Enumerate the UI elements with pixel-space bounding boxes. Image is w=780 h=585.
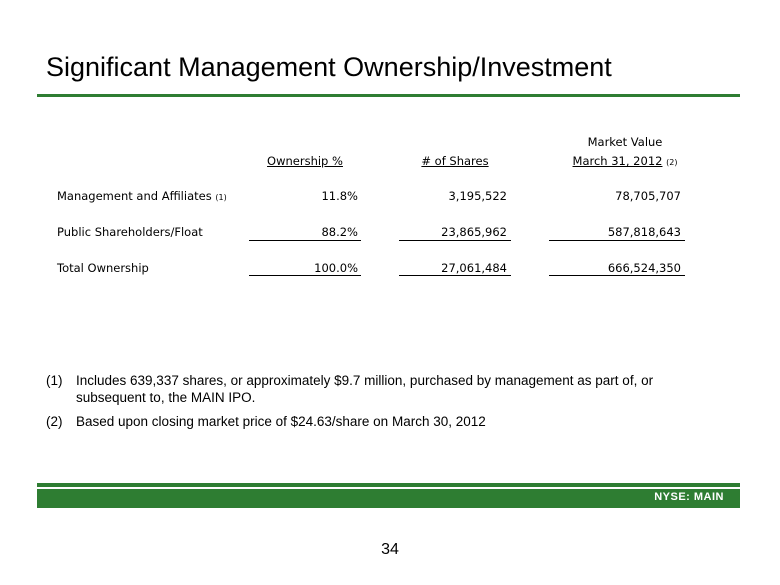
subtotal-rule — [249, 240, 361, 241]
header-market-value-date: March 31, 2012 — [572, 154, 663, 168]
footnote-text: Includes 639,337 shares, or approximately $9.7 million, purchased by management as part of, or subsequent to, the MAIN IPO. — [76, 373, 654, 405]
row-shares: 23,865,962 — [441, 225, 507, 239]
footnote-number: (2) — [46, 414, 63, 429]
header-ownership: Ownership % — [267, 154, 343, 168]
row-shares: 27,061,484 — [441, 261, 507, 275]
footnote-number: (1) — [46, 373, 63, 388]
page-number: 34 — [381, 541, 399, 558]
row-label-note: (1) — [215, 193, 227, 202]
footnote — [46, 372, 696, 406]
slide-title: Significant Management Ownership/Investment — [46, 52, 612, 82]
footer-ticker: NYSE: MAIN — [654, 491, 724, 503]
row-ownership: 100.0% — [314, 261, 358, 275]
row-market-value: 587,818,643 — [607, 225, 681, 239]
header-shares: # of Shares — [421, 154, 489, 168]
footnote — [46, 413, 696, 430]
footnotes — [46, 372, 696, 437]
footer-bar — [37, 487, 740, 508]
header-market-value-line1: Market Value — [587, 135, 663, 149]
header-market-value-line2 — [560, 154, 690, 168]
row-ownership: 11.8% — [321, 189, 358, 203]
row-label — [57, 189, 227, 203]
total-rule — [549, 275, 685, 276]
row-label-text: Management and Affiliates — [57, 189, 212, 203]
header-market-value-note: (2) — [666, 158, 678, 167]
total-rule — [399, 275, 511, 276]
row-market-value: 666,524,350 — [607, 261, 681, 275]
subtotal-rule — [549, 240, 685, 241]
row-label: Public Shareholders/Float — [57, 225, 203, 239]
footnote-text: Based upon closing market price of $24.63/share on March 30, 2012 — [76, 414, 486, 429]
row-shares: 3,195,522 — [448, 189, 507, 203]
row-ownership: 88.2% — [321, 225, 358, 239]
subtotal-rule — [399, 240, 511, 241]
total-rule — [249, 275, 361, 276]
row-market-value: 78,705,707 — [615, 189, 681, 203]
row-label: Total Ownership — [57, 261, 149, 275]
